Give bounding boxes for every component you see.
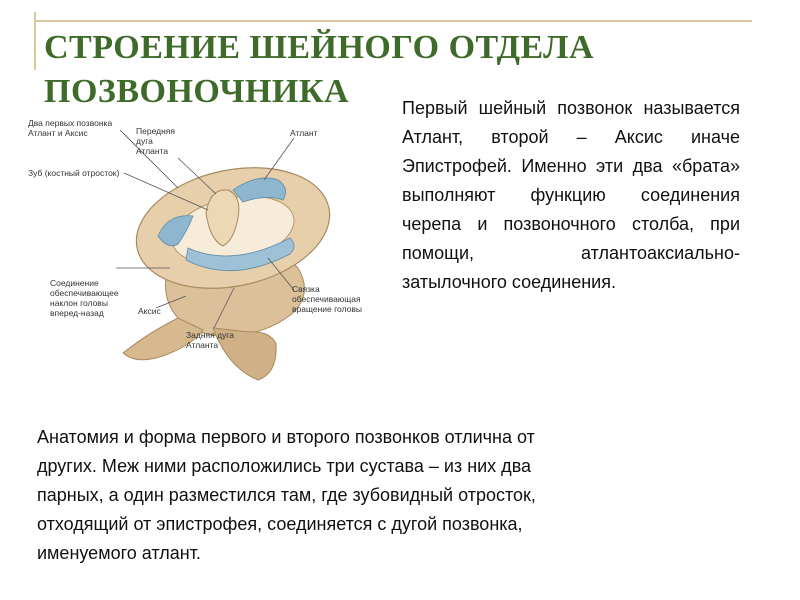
slide-title-line-2: ПОЗВОНОЧНИКА: [44, 73, 350, 110]
label-axis: Аксис: [138, 306, 161, 316]
label-atlas: Атлант: [290, 128, 318, 138]
anatomy-paragraph-line: отходящий от эпистрофея, соединяется с дугой позвонка,: [37, 514, 523, 534]
anatomy-paragraph-line: парных, а один разместился там, где зубовидный отросток,: [37, 485, 536, 505]
anatomy-paragraph-line: других. Меж ними расположились три сустава – из них два: [37, 456, 532, 476]
title-accent-horizontal-line: [34, 20, 752, 22]
label-dens: Зуб (костный отросток): [28, 168, 120, 178]
label-ligament: Связка обеспечивающая вращение головы: [292, 284, 362, 314]
atlas-axis-description: Первый шейный позвонок называется Атлант, второй – Аксис иначе Эпистрофей. Именно эти два «брата» выполняют функцию соединения черепа и позвоночного столба, при помощи, атлантоаксиально-затылочного соединения.: [402, 98, 740, 292]
label-anterior-arch: Передняя дуга Атланта: [136, 126, 175, 156]
label-joint-nod: Соединение обеспечивающее наклон головы вперед-назад: [50, 278, 119, 318]
anatomy-paragraph-line: именуемого атлант.: [37, 543, 201, 563]
slide-title-line-1: СТРОЕНИЕ ШЕЙНОГО ОТДЕЛА: [44, 29, 595, 66]
anatomy-paragraph-line: Анатомия и форма первого и второго позвонков отлична от: [37, 427, 535, 447]
vertebrae-illustration: [28, 118, 380, 388]
label-two-vertebrae: Два первых позвонка Атлант и Аксис: [28, 118, 113, 138]
label-posterior-arch: Задняя дуга Атланта: [186, 330, 234, 350]
anatomy-paragraph: [37, 423, 772, 568]
